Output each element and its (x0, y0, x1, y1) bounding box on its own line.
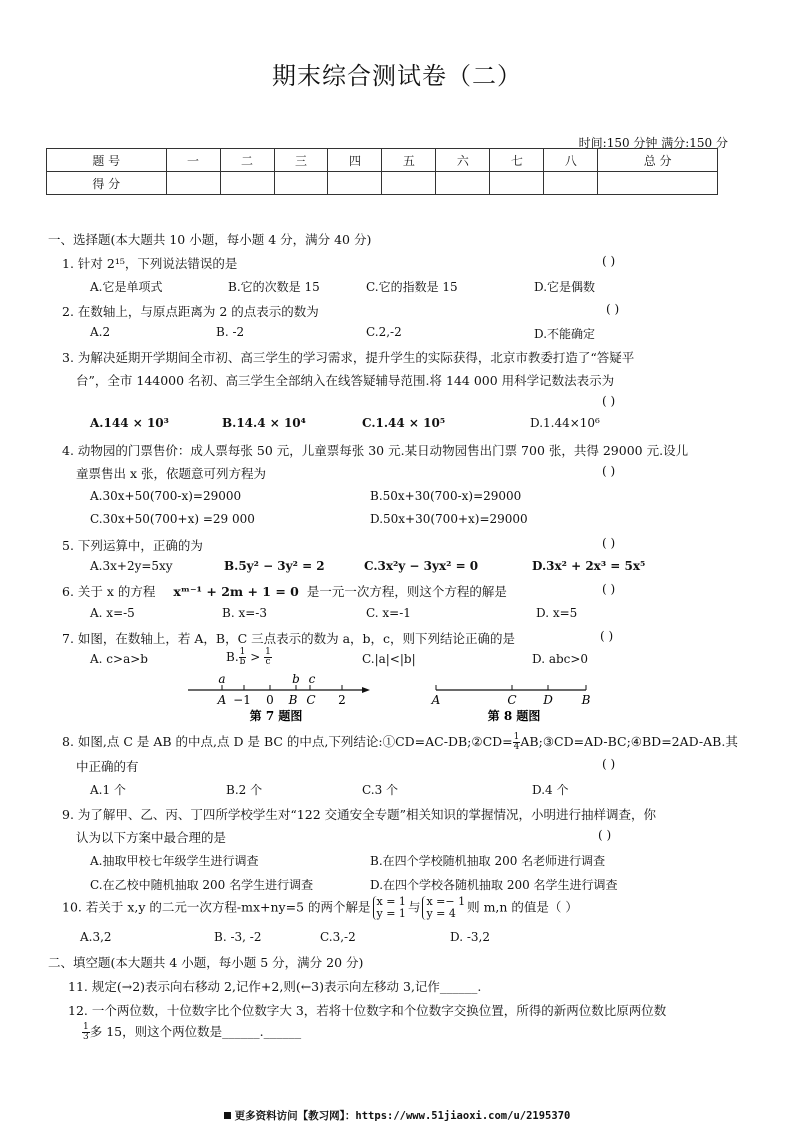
q8-option-b: B.2 个 (226, 783, 263, 797)
score-cell[interactable] (328, 172, 382, 195)
q7-option-a: A. c>a>b (90, 652, 148, 666)
fig8-caption: 第 8 题图 (487, 709, 541, 723)
q1-option-c: C.它的指数是 15 (366, 280, 458, 294)
page-title: 期末综合测试卷（二） (272, 62, 522, 90)
q6-answer-paren: ( ) (602, 582, 616, 596)
fig8-label-B: B (581, 693, 591, 707)
fig7-label-0: 0 (266, 693, 274, 707)
score-cell[interactable] (274, 172, 328, 195)
fig8-label-A: A (431, 693, 441, 707)
q9-line1: 9. 为了解甲、乙、丙、丁四所学校学生对“122 交通安全专题”相关知识的掌握情况，小明进行抽样调查，你 (62, 807, 657, 822)
q10-option-a: A.3,2 (80, 930, 112, 944)
score-header-cell: 一 (166, 149, 220, 172)
q7-frac-1: $\frac{1}{b}$ (239, 647, 246, 667)
figure-8-segment (424, 672, 600, 724)
q2-option-b: B. -2 (216, 325, 245, 339)
q12-line2-text: 多 15，则这个两位数是______.______ (89, 1024, 302, 1039)
footer-text: 更多资料访问【教习网】：https://www.51jiaoxi.com/u/2195370 (234, 1110, 571, 1122)
score-cell[interactable] (436, 172, 490, 195)
q7-option-c: C.|a|<|b| (362, 652, 416, 666)
q3-line1: 3. 为解决延期开学期间全市初、高三学生的学习需求，提升学生的实际获得，北京市教委打造了“答疑平 (62, 350, 635, 365)
q4-option-c: C.30x+50(700+x) =29 000 (90, 512, 255, 526)
score-cell[interactable] (544, 172, 598, 195)
score-header-cell: 总 分 (598, 149, 718, 172)
q10-stem (62, 896, 578, 920)
figure-7-number-line (184, 672, 374, 724)
q10-mid: 与 (407, 899, 421, 915)
q6-option-a: A. x=-5 (90, 606, 135, 620)
q8-option-d: D.4 个 (532, 783, 569, 797)
q4-option-b: B.50x+30(700-x)=29000 (370, 489, 522, 503)
q8-answer-paren: ( ) (602, 757, 616, 771)
q10-option-b: B. -3, -2 (214, 930, 262, 944)
q2-option-c: C.2,-2 (366, 325, 402, 339)
score-cell[interactable] (166, 172, 220, 195)
section-2-heading: 二、填空题(本大题共 4 小题，每小题 5 分，满分 20 分) (48, 955, 364, 970)
fig7-label-C: C (306, 693, 316, 707)
score-header-cell: 三 (274, 149, 328, 172)
score-header-cell: 四 (328, 149, 382, 172)
score-header-cell: 题 号 (47, 149, 167, 172)
fig7-label-b: b (292, 672, 300, 686)
score-header-cell: 二 (220, 149, 274, 172)
q10-system-2: x =− 1 y = 4 (422, 896, 465, 920)
footer-link[interactable] (0, 1108, 794, 1123)
q5-option-a: A.3x+2y=5xy (90, 559, 173, 573)
q7-gt: > (250, 650, 261, 664)
q1-stem: 1. 针对 2¹⁵，下列说法错误的是 (62, 256, 238, 271)
score-row-label: 得 分 (47, 172, 167, 195)
q6-stem (62, 582, 507, 600)
fig8-label-D: D (543, 693, 553, 707)
q7-option-b (226, 648, 272, 667)
score-header-cell: 五 (382, 149, 436, 172)
q7-stem: 7. 如图，在数轴上，若 A，B，C 三点表示的数为 a，b，c，则下列结论正确的是 (62, 631, 516, 646)
score-cell[interactable] (220, 172, 274, 195)
q7-answer-paren: ( ) (600, 629, 614, 643)
fig7-label-minus1: −1 (233, 693, 251, 707)
q8-line2: 中正确的有 (76, 759, 139, 774)
fig7-label-c: c (308, 672, 316, 686)
q4-option-d: D.50x+30(700+x)=29000 (370, 512, 528, 526)
fig8-label-C: C (507, 693, 517, 707)
q3-option-a: A.144 × 10³ (90, 416, 169, 430)
q3-answer-paren: ( ) (602, 394, 616, 408)
q11-text: 11. 规定(→2)表示向右移动 2,记作+2,则(←3)表示向左移动 3,记作______. (68, 979, 482, 994)
score-table-score-row (47, 172, 718, 195)
fig7-label-a: a (218, 672, 226, 686)
q6-option-b: B. x=-3 (222, 606, 267, 620)
q3-option-d: D.1.44×10⁶ (530, 416, 600, 430)
score-table-header-row (47, 149, 718, 172)
fig7-caption: 第 7 题图 (249, 709, 303, 723)
q7-frac-2: $\frac{1}{c}$ (265, 647, 271, 667)
q7-option-b-prefix: B. (226, 650, 239, 664)
q6-stem-a: 6. 关于 x 的方程 (62, 584, 156, 599)
score-table (46, 148, 718, 195)
fig7-label-A: A (217, 693, 227, 707)
q2-option-a: A.2 (90, 325, 111, 339)
score-header-cell: 七 (490, 149, 544, 172)
q6-option-c: C. x=-1 (366, 606, 411, 620)
q12-line2 (82, 1022, 301, 1042)
q9-option-b: B.在四个学校随机抽取 200 名老师进行调查 (370, 854, 606, 868)
q1-option-d: D.它是偶数 (534, 280, 596, 294)
q4-line1: 4. 动物园的门票售价：成人票每张 50 元，儿童票每张 30 元.某日动物园售出门票 700 张，共得 29000 元.设儿 (62, 443, 689, 458)
q8-option-a: A.1 个 (90, 783, 126, 797)
q3-option-b: B.14.4 × 10⁴ (222, 416, 306, 430)
q10-option-d: D. -3,2 (450, 930, 490, 944)
q8-option-c: C.3 个 (362, 783, 399, 797)
q10-stem-a: 10. 若关于 x,y 的二元一次方程-mx+ny=5 的两个解是 (62, 899, 371, 915)
q3-option-c: C.1.44 × 10⁵ (362, 416, 446, 430)
q5-option-b: B.5y² − 3y² = 2 (224, 559, 325, 573)
score-cell[interactable] (382, 172, 436, 195)
q10-option-c: C.3,-2 (320, 930, 356, 944)
q9-option-a: A.抽取甲校七年级学生进行调查 (90, 854, 259, 868)
q2-answer-paren: ( ) (606, 302, 620, 316)
q4-answer-paren: ( ) (602, 464, 616, 478)
score-header-cell: 八 (544, 149, 598, 172)
q8-fraction: $\frac{1}{4}$ (513, 732, 520, 752)
q5-stem: 5. 下列运算中，正确的为 (62, 538, 203, 553)
q1-option-b: B.它的次数是 15 (228, 280, 320, 294)
fig7-label-B: B (288, 693, 298, 707)
q9-answer-paren: ( ) (598, 828, 612, 842)
q12-fraction: $\frac{1}{3}$ (83, 1022, 89, 1042)
score-header-cell: 六 (436, 149, 490, 172)
q8-line1 (62, 732, 738, 752)
q2-option-d: D.不能确定 (534, 327, 596, 341)
q1-answer-paren: ( ) (602, 254, 616, 268)
q8-line1-a: 8. 如图,点 C 是 AB 的中点,点 D 是 BC 的中点,下列结论:①CD=AC-DB;②CD= (62, 734, 513, 749)
section-1-heading: 一、选择题(本大题共 10 小题，每小题 4 分，满分 40 分) (48, 232, 372, 247)
q12-line1: 12. 一个两位数，十位数字比个位数字大 3，若将十位数字和个位数字交换位置，所得的新两位数比原两位数 (68, 1003, 667, 1018)
q10-system-1: x = 1 y = 1 (373, 896, 406, 920)
q9-option-c: C.在乙校中随机抽取 200 名学生进行调查 (90, 878, 314, 892)
q9-line2: 认为以下方案中最合理的是 (76, 830, 227, 845)
q5-answer-paren: ( ) (602, 536, 616, 550)
q3-line2: 台”，全市 144000 名初、高三学生全部纳入在线答疑辅导范围.将 144 000 用科学记数法表示为 (76, 373, 615, 388)
q2-stem: 2. 在数轴上，与原点距离为 2 的点表示的数为 (62, 304, 319, 319)
score-cell[interactable] (490, 172, 544, 195)
flag-icon (224, 1112, 231, 1119)
q7-option-d: D. abc>0 (532, 652, 589, 666)
exam-meta: 时间:150 分钟 满分:150 分 (578, 136, 728, 150)
q4-line2: 童票售出 x 张，依题意可列方程为 (76, 466, 266, 481)
q5-option-d: D.3x² + 2x³ = 5x⁵ (532, 559, 646, 573)
q1-option-a: A.它是单项式 (90, 280, 163, 294)
q10-stem-b: 则 m,n 的值是（ ） (467, 899, 578, 915)
q6-equation: xᵐ⁻¹ + 2m + 1 = 0 (173, 584, 299, 599)
score-cell[interactable] (598, 172, 718, 195)
q4-option-a: A.30x+50(700-x)=29000 (90, 489, 242, 503)
q6-stem-b: 是一元一次方程，则这个方程的解是 (306, 584, 507, 599)
fig7-label-2: 2 (338, 693, 346, 707)
q8-line1-b: AB;③CD=AD-BC;④BD=2AD-AB.其 (520, 734, 738, 749)
q6-option-d: D. x=5 (536, 606, 578, 620)
q5-option-c: C.3x²y − 3yx² = 0 (364, 559, 479, 573)
q9-option-d: D.在四个学校各随机抽取 200 名学生进行调查 (370, 878, 618, 892)
